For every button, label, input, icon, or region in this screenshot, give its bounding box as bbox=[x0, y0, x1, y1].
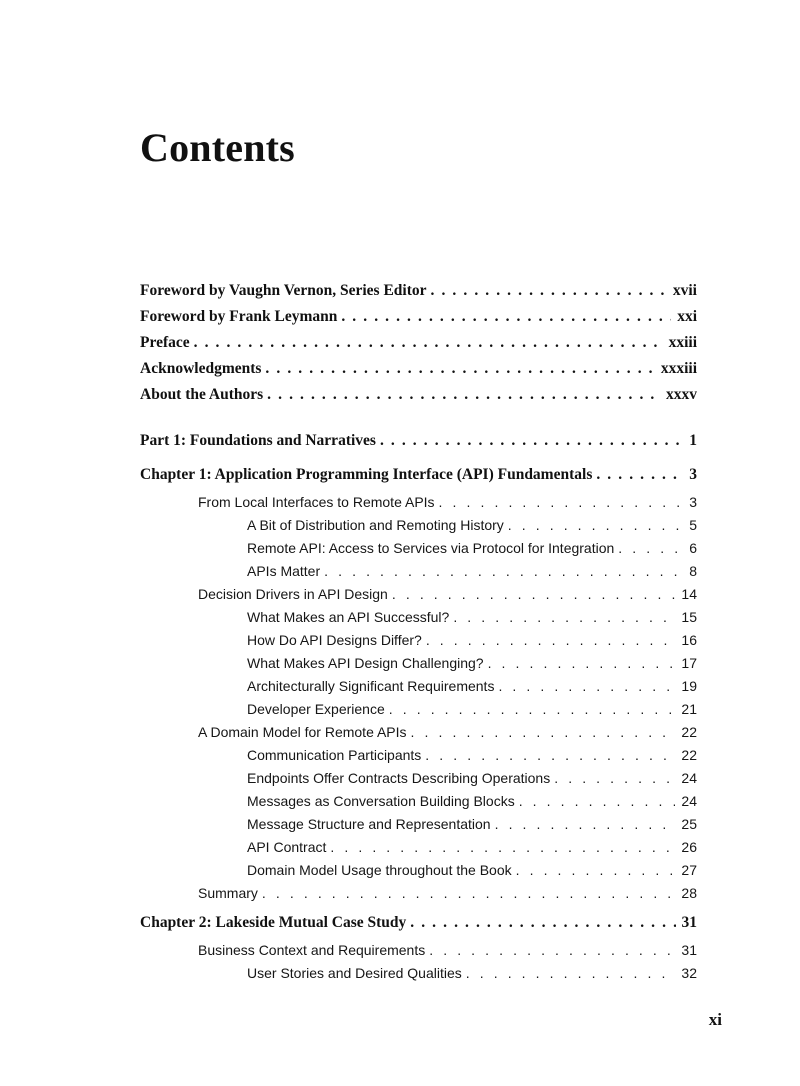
toc-entry-section[interactable] bbox=[198, 586, 697, 602]
toc-entry-title: Communication Participants bbox=[247, 747, 422, 763]
toc-entry-subsection[interactable] bbox=[247, 655, 697, 671]
toc-entry-part-1[interactable] bbox=[140, 432, 697, 450]
toc-entry-subsection[interactable] bbox=[247, 540, 697, 556]
toc-entry-subsection[interactable] bbox=[247, 701, 697, 717]
dot-leader bbox=[439, 494, 684, 510]
dot-leader bbox=[330, 839, 675, 855]
dot-leader bbox=[508, 517, 683, 533]
dot-leader bbox=[453, 609, 675, 625]
toc-entry-title: Decision Drivers in API Design bbox=[198, 586, 388, 602]
dot-leader bbox=[389, 701, 676, 717]
toc-entry-subsection[interactable] bbox=[247, 517, 697, 533]
toc-entry-title: A Bit of Distribution and Remoting History bbox=[247, 517, 504, 533]
toc-entry-title: Developer Experience bbox=[247, 701, 385, 717]
toc-entry-subsection[interactable] bbox=[247, 609, 697, 625]
dot-leader bbox=[265, 360, 654, 378]
toc-entry-title: Remote API: Access to Services via Protocol for Integration bbox=[247, 540, 615, 556]
toc-entry-title: User Stories and Desired Qualities bbox=[247, 965, 462, 981]
toc-entry-title: APIs Matter bbox=[247, 563, 321, 579]
toc-entry-foreword-leymann[interactable] bbox=[140, 308, 697, 326]
toc-entry-page: 3 bbox=[689, 466, 697, 483]
toc-entry-section[interactable] bbox=[198, 494, 697, 510]
toc-entry-page: 14 bbox=[681, 586, 697, 602]
toc-entry-page: 19 bbox=[681, 678, 697, 694]
toc-entry-title: Endpoints Offer Contracts Describing Operations bbox=[247, 770, 551, 786]
dot-leader bbox=[262, 885, 676, 901]
toc-entry-page: 16 bbox=[681, 632, 697, 648]
dot-leader bbox=[596, 466, 683, 484]
toc-entry-page: 24 bbox=[681, 793, 697, 809]
toc-entry-title: Preface bbox=[140, 334, 190, 351]
dot-leader bbox=[341, 308, 671, 326]
toc-entry-subsection[interactable] bbox=[247, 793, 697, 809]
toc-entry-section[interactable] bbox=[198, 942, 697, 958]
dot-leader bbox=[194, 334, 663, 352]
toc-entry-title: About the Authors bbox=[140, 386, 264, 403]
toc-entry-title: Messages as Conversation Building Blocks bbox=[247, 793, 515, 809]
toc-entry-title: Acknowledgments bbox=[140, 360, 262, 377]
toc-entry-subsection[interactable] bbox=[247, 839, 697, 855]
toc-entry-title: Foreword by Vaughn Vernon, Series Editor bbox=[140, 282, 427, 299]
toc-entry-about-authors[interactable] bbox=[140, 386, 697, 404]
dot-leader bbox=[429, 942, 675, 958]
toc-entry-acknowledgments[interactable] bbox=[140, 360, 697, 378]
dot-leader bbox=[466, 965, 676, 981]
dot-leader bbox=[498, 678, 675, 694]
dot-leader bbox=[426, 632, 676, 648]
toc-entry-page: 28 bbox=[681, 885, 697, 901]
toc-entry-title: Foreword by Frank Leymann bbox=[140, 308, 338, 325]
toc-entry-title: Architecturally Significant Requirements bbox=[247, 678, 495, 694]
toc-entry-chapter-2[interactable] bbox=[140, 914, 697, 932]
toc-entry-page: xvii bbox=[672, 282, 697, 299]
toc-entry-title: Business Context and Requirements bbox=[198, 942, 426, 958]
dot-leader bbox=[392, 586, 676, 602]
toc-entry-page: 24 bbox=[681, 770, 697, 786]
dot-leader bbox=[425, 747, 675, 763]
toc-entry-page: 5 bbox=[689, 517, 697, 533]
toc-entry-title: What Makes API Design Challenging? bbox=[247, 655, 484, 671]
toc-entry-title: What Makes an API Successful? bbox=[247, 609, 450, 625]
toc-entry-subsection[interactable] bbox=[247, 678, 697, 694]
toc-entry-page: xxi bbox=[677, 308, 697, 325]
toc-entry-page: 1 bbox=[689, 432, 697, 449]
toc-entry-title: A Domain Model for Remote APIs bbox=[198, 724, 407, 740]
toc-entry-page: xxxiii bbox=[660, 360, 697, 377]
toc-entry-subsection[interactable] bbox=[247, 770, 697, 786]
toc-entry-title: Message Structure and Representation bbox=[247, 816, 491, 832]
toc-entry-title: Chapter 2: Lakeside Mutual Case Study bbox=[140, 914, 407, 931]
page-title: Contents bbox=[140, 125, 295, 170]
toc-entry-page: 27 bbox=[681, 862, 697, 878]
toc-entry-page: 31 bbox=[681, 942, 697, 958]
toc-entry-page: 21 bbox=[681, 701, 697, 717]
dot-leader bbox=[495, 816, 676, 832]
toc-entry-page: 31 bbox=[681, 914, 697, 931]
dot-leader bbox=[324, 563, 683, 579]
toc-entry-title: How Do API Designs Differ? bbox=[247, 632, 422, 648]
toc-entry-foreword-vernon[interactable] bbox=[140, 282, 697, 300]
dot-leader bbox=[516, 862, 676, 878]
toc-entry-page: 8 bbox=[689, 563, 697, 579]
toc-entry-title: API Contract bbox=[247, 839, 327, 855]
toc-entry-section[interactable] bbox=[198, 885, 697, 901]
page-number: xi bbox=[708, 1010, 722, 1029]
toc-entry-page: xxiii bbox=[668, 334, 697, 351]
toc-entry-subsection[interactable] bbox=[247, 632, 697, 648]
toc-entry-subsection[interactable] bbox=[247, 862, 697, 878]
toc-entry-page: 15 bbox=[681, 609, 697, 625]
dot-leader bbox=[618, 540, 683, 556]
toc-entry-title: Part 1: Foundations and Narratives bbox=[140, 432, 376, 449]
toc-entry-subsection[interactable] bbox=[247, 747, 697, 763]
dot-leader bbox=[554, 770, 675, 786]
toc-entry-title: Summary bbox=[198, 885, 258, 901]
toc-entry-title: From Local Interfaces to Remote APIs bbox=[198, 494, 435, 510]
toc-entry-title: Domain Model Usage throughout the Book bbox=[247, 862, 512, 878]
toc-entry-page: 17 bbox=[681, 655, 697, 671]
toc-entry-page: 25 bbox=[681, 816, 697, 832]
dot-leader bbox=[431, 282, 667, 300]
toc-entry-chapter-1[interactable] bbox=[140, 466, 697, 484]
toc-entry-subsection[interactable] bbox=[247, 563, 697, 579]
toc-entry-subsection[interactable] bbox=[247, 965, 697, 981]
toc-entry-page: 22 bbox=[681, 747, 697, 763]
dot-leader bbox=[411, 724, 676, 740]
dot-leader bbox=[519, 793, 676, 809]
toc-entry-page: 26 bbox=[681, 839, 697, 855]
toc-entry-page: 3 bbox=[689, 494, 697, 510]
dot-leader bbox=[488, 655, 676, 671]
toc-entry-page: 6 bbox=[689, 540, 697, 556]
toc-entry-page: xxxv bbox=[666, 386, 697, 403]
dot-leader bbox=[267, 386, 660, 404]
toc-entry-section[interactable] bbox=[198, 724, 697, 740]
toc-entry-page: 32 bbox=[681, 965, 697, 981]
toc-entry-title: Chapter 1: Application Programming Interface (API) Fundamentals bbox=[140, 466, 593, 483]
toc-entry-subsection[interactable] bbox=[247, 816, 697, 832]
dot-leader bbox=[410, 914, 675, 932]
toc-entry-page: 22 bbox=[681, 724, 697, 740]
toc-entry-preface[interactable] bbox=[140, 334, 697, 352]
dot-leader bbox=[380, 432, 683, 450]
